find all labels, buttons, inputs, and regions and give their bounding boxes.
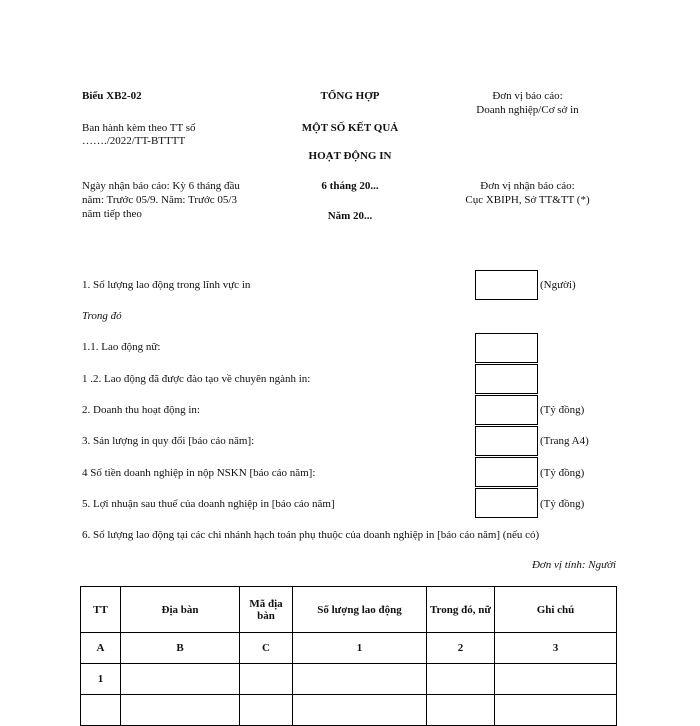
- item-3-label: 3. Sản lượng in quy đổi [báo cáo năm]:: [82, 435, 255, 447]
- header-cell: Ghi chú: [495, 587, 617, 633]
- period-year: Năm 20...: [327, 210, 373, 222]
- period-six-months: 6 tháng 20...: [321, 180, 379, 192]
- item-1-input-box[interactable]: [475, 270, 538, 300]
- table-cell[interactable]: [495, 664, 617, 695]
- table-cell[interactable]: [121, 695, 240, 726]
- table-cell[interactable]: [495, 695, 617, 726]
- issued-line-2: ……./2022/TT-BTTTT: [82, 135, 186, 147]
- table-row: [81, 664, 617, 695]
- item-4-input-box[interactable]: [475, 457, 538, 487]
- item-3-input-box[interactable]: [475, 426, 538, 456]
- item-4-label: 4 Số tiền doanh nghiệp in nộp NSKN [báo cáo năm]:: [82, 467, 316, 479]
- row-number-cell: 1: [81, 664, 121, 695]
- header-cell: Địa bàn: [121, 587, 240, 633]
- header-cell: Mã địa bàn: [240, 587, 293, 633]
- table-cell: [81, 695, 121, 726]
- table-cell[interactable]: [240, 695, 293, 726]
- item-1-label: 1. Số lượng lao động trong lĩnh vực in: [82, 279, 251, 291]
- item-5-label: 5. Lợi nhuận sau thuế của doanh nghiệp in [báo cáo năm]: [82, 498, 335, 510]
- header-cell: Số lượng lao động: [293, 587, 427, 633]
- code-cell: 1: [293, 633, 427, 664]
- item-1-unit: (Người): [540, 279, 576, 291]
- title-line-3: HOẠT ĐỘNG IN: [308, 150, 392, 162]
- table-cell[interactable]: [293, 695, 427, 726]
- branch-labor-table: [80, 586, 617, 726]
- item-1-1-label: 1.1. Lao động nữ:: [82, 341, 161, 353]
- receive-deadline-line-3: năm tiếp theo: [82, 208, 142, 220]
- table-row: [81, 695, 617, 726]
- table-cell[interactable]: [427, 695, 495, 726]
- code-cell: 3: [495, 633, 617, 664]
- table-cell[interactable]: [293, 664, 427, 695]
- unit-note: Đơn vị tính: Người: [531, 559, 616, 571]
- receiver-label: Đơn vị nhận báo cáo:: [480, 180, 575, 192]
- item-1-2-label: 1 .2. Lao động đã được đào tạo về chuyên ngành in:: [82, 373, 311, 385]
- form-code: Biểu XB2-02: [82, 90, 142, 102]
- title-line-1: TỔNG HỢP: [320, 90, 380, 102]
- item-1-2-input-box[interactable]: [475, 364, 538, 394]
- table-cell[interactable]: [121, 664, 240, 695]
- item-2-input-box[interactable]: [475, 395, 538, 425]
- table-code-row: [81, 633, 617, 664]
- title-line-2: MỘT SỐ KẾT QUẢ: [301, 122, 399, 134]
- code-cell: 2: [427, 633, 495, 664]
- receive-deadline-line-2: năm: Trước 05/9. Năm: Trước 05/3: [82, 194, 237, 206]
- item-6-label: 6. Số lượng lao động tại các chi nhánh hạch toán phụ thuộc của doanh nghiệp in [báo cáo năm] (nếu có): [82, 529, 540, 541]
- item-1-1-input-box[interactable]: [475, 333, 538, 363]
- reporter-value: Doanh nghiệp/Cơ sở in: [476, 104, 579, 116]
- header-cell: TT: [81, 587, 121, 633]
- table-cell[interactable]: [427, 664, 495, 695]
- receiver-value: Cục XBIPH, Sở TT&TT (*): [465, 194, 590, 206]
- item-5-input-box[interactable]: [475, 488, 538, 518]
- issued-line-1: Ban hành kèm theo TT số: [82, 122, 196, 134]
- item-4-unit: (Tỷ đồng): [540, 467, 585, 479]
- item-2-unit: (Tỷ đồng): [540, 404, 585, 416]
- code-cell: C: [240, 633, 293, 664]
- item-3-unit: (Trang A4): [540, 435, 589, 447]
- item-2-label: 2. Doanh thu hoạt động in:: [82, 404, 200, 416]
- header-cell: Trong đó, nữ: [427, 587, 495, 633]
- item-5-unit: (Tỷ đồng): [540, 498, 585, 510]
- table-header-row: [81, 587, 617, 633]
- in-which-label: Trong đó: [82, 310, 122, 322]
- table-cell[interactable]: [240, 664, 293, 695]
- code-cell: B: [121, 633, 240, 664]
- receive-deadline-line-1: Ngày nhận báo cáo: Kỳ 6 tháng đầu: [82, 180, 240, 192]
- code-cell: A: [81, 633, 121, 664]
- reporter-label: Đơn vị báo cáo:: [492, 90, 563, 102]
